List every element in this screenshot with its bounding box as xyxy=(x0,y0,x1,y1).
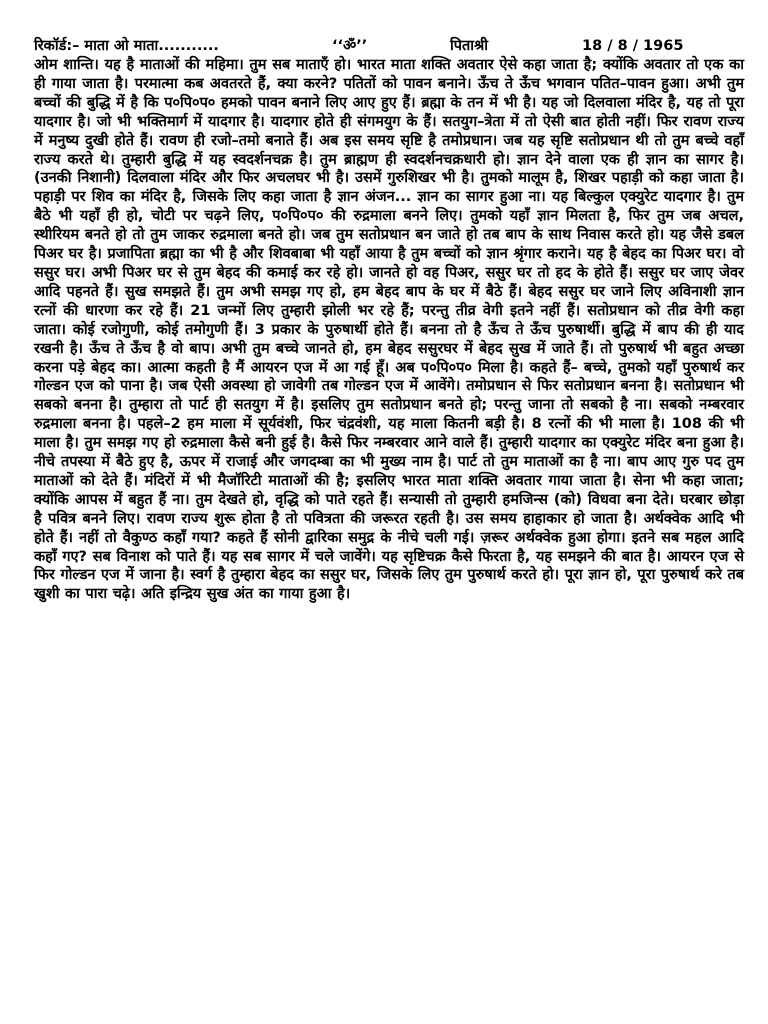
speaker-label: पिताश्री xyxy=(450,38,489,54)
body-paragraph: ओम शान्ति। यह है माताओं की महिमा। तुम सब माताएँ हो। भारत माता शक्ति अवतार ऐसे कहा जाता है; क्योंकि अवतार तो एक का ही गाया जाता है। परमात्मा कब अवतरते हैं, क्या करने? पतितों को पावन बनाने। ऊँच ते ऊँच भगवान पतित–पावन हुआ। अभी तुम बच्चों की बुद्धि में है कि प०पि०प० हमको पावन बनाने लिए आए हुए हैं। ब्रह्मा के तन में भी है। यह जो दिलवाला मंदिर है, यह तो पूरा यादगार है। जो भी भक्तिमार्ग में यादगार है। यादगार होते ही संगमयुग के हैं। सतयुग–त्रेता में तो ऐसी बात होती नहीं। फिर रावण राज्य में मनुष्य दुखी होते हैं। रावण ही रजो–तमो बनाते हैं। अब इस समय सृष्टि है तमोप्रधान। जब यह सृष्टि सतोप्रधान थी तो तुम बच्चे वहाँ राज्य करते थे। तुम्हारी बुद्धि में यह स्वदर्शनचक्र है। तुम ब्राह्मण ही स्वदर्शनचक्रधारी हो। ज्ञान देने वाला एक ही ज्ञान का सागर है। (उनकी निशानी) दिलवाला मंदिर और फिर अचलघर भी है। उसमें गुरुशिखर भी है। तुमको मालूम है, शिखर पहाड़ी को कहा जाता है। पहाड़ी पर शिव का मंदिर है, जिसके लिए कहा जाता है ज्ञान अंजन... ज्ञान का सागर हुआ ना। यह बिल्कुल एक्युरेट यादगार है। तुम बैठे भी यहाँ ही हो, चोटी पर चढ़ने लिए, प०पि०प० की रुद्रमाला बनने लिए। तुमको यहाँ ज्ञान मिलता है, फिर तुम जब अचल, स्थीरियम बनते हो तो तुम जाकर रुद्रमाला बनते हो। जब तुम सतोप्रधान बन जाते हो तब बाप के साथ निवास करते हो। यह जैसे डबल पिअर घर है। प्रजापिता ब्रह्मा का भी है और शिवबाबा भी यहाँ आया है तुम बच्चों को ज्ञान श्रृंगार कराने। यह है बेहद का पिअर घर। वो ससुर घर। अभी पिअर घर से तुम बेहद की कमाई कर रहे हो। जानते हो वह पिअर, ससुर घर तो हद के होते हैं। ससुर घर जाए जेवर आदि पहनते हैं। सुख समझते हैं। तुम अभी समझ गए हो, हम बेहद बाप के घर में बैठे हैं। बेहद ससुर घर जाने लिए अविनाशी ज्ञान रत्नों की धारणा कर रहे हैं। 21 जन्मों लिए तुम्हारी झोली भर रहे हैं; परन्तु तीव्र वेगी इतने नहीं हैं। सतोप्रधान को तीव्र वेगी कहा जाता। कोई रजोगुणी, कोई तमोगुणी हैं। 3 प्रकार के पुरुषार्थी होते हैं। बनना तो है ऊँच ते ऊँच पुरुषार्थी। बुद्धि में बाप की ही याद रखनी है। ऊँच ते ऊँच है वो बाप। अभी तुम बच्चे जानते हो, हम बेहद ससुरघर में बेहद सुख में जाते हैं। तो पुरुषार्थ भी बहुत अच्छा करना पड़े बेहद का। आत्मा कहती है मैं आयरन एज में आ गई हूँ। अब प०पि०प० मिला है। कहते हैं– बच्चे, तुमको यहाँ पुरुषार्थ कर गोल्डन एज को पाना है। जब ऐसी अवस्था हो जावेगी तब गोल्डन एज में आवेंगे। तमोप्रधान से फिर सतोप्रधान बनना है। सतोप्रधान भी सबको बनना है। तुम्हारा तो पार्ट ही सतयुग में है। इसलिए तुम सतोप्रधान बनते हो; परन्तु जाना तो सबको है ना। सबको नम्बरवार रुद्रमाला बनना है। पहले–2 हम माला में सूर्यवंशी, फिर चंद्रवंशी, यह माला कितनी बड़ी है। 8 रत्नों की भी माला है। 108 की भी माला है। तुम समझ गए हो रुद्रमाला कैसे बनी हुई है। कैसे फिर नम्बरवार आने वाले हैं। तुम्हारी यादगार का एक्युरेट मंदिर बना हुआ है। नीचे तपस्या में बैठे हुए है, ऊपर में राजाई और जगदम्बा का भी मुख्य नाम है। पार्ट तो तुम माताओं का है ना। बाप आए गुरु पद तुम माताओं को देते हैं। मंदिरों में भी मैजॉरिटी माताओं की है; इसलिए भारत माता शक्ति अवतार गाया जाता है। सेना भी कहा जाता; क्योंकि आपस में बहुत हैं ना। तुम देखते हो, वृद्धि को पाते रहते हैं। सन्यासी तो तुम्हारी हमजिन्स (को) विधवा बना देते। घरबार छोड़ा है पवित्र बनने लिए। रावण राज्य शुरू होता है तो पवित्रता की जरूरत रहती है। उस समय हाहाकार हो जाता है। अर्थक्वेक आदि भी होते हैं। नहीं तो वैकुण्ठ कहाँ गया? कहते हैं सोनी द्वारिका समुद्र के नीचे चली गई। ज़रूर अर्थक्वेक हुआ होगा। इतने सब महल आदि कहाँ गए? सब विनाश को पाते हैं। यह सब सागर में चले जावेंगे। यह सृष्टिचक्र कैसे फिरता है, यह समझने की बात है। आयरन एज से फिर गोल्डन एज में जाना है। स्वर्ग है तुम्हारा बेहद का ससुर घर, जिसके लिए तुम पुरुषार्थ करते हो। पूरा ज्ञान हो, पूरा पुरुषार्थ करे तब खुशी का पारा चढ़े। अति इन्द्रिय सुख अंत का गाया हुआ है। xyxy=(34,57,744,603)
om-symbol: ‘‘ॐ’’ xyxy=(332,38,368,54)
document-header xyxy=(34,36,744,56)
record-title: रिकॉर्ड:– माता ओ माता........... xyxy=(34,38,219,54)
record-date: 18 / 8 / 1965 xyxy=(582,38,684,54)
